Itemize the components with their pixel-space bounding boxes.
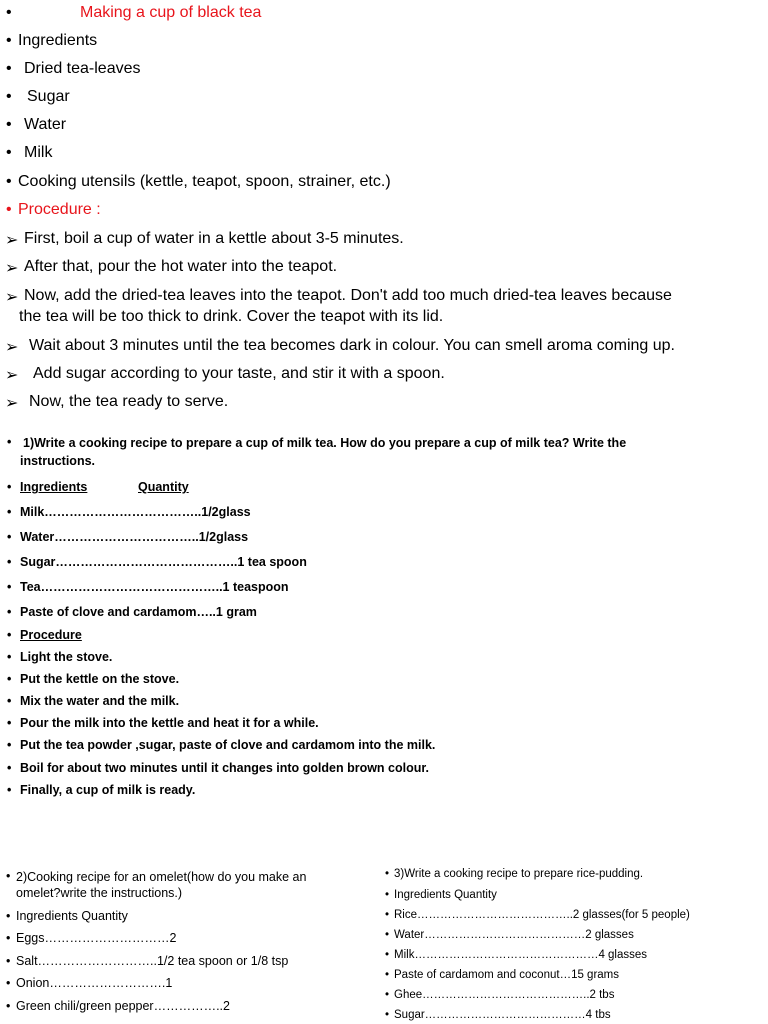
bullet-icon: •: [7, 555, 12, 569]
list-item: the tea will be too thick to drink. Cover the teapot with its lid.: [19, 308, 444, 325]
list-item: Green chili/green pepper……………..2: [16, 999, 230, 1013]
bullet-icon: •: [7, 672, 12, 686]
arrow-bullet-icon: ➢: [5, 367, 19, 384]
list-item: Water……………………………………2 glasses: [394, 929, 634, 941]
bullet-icon: •: [7, 650, 12, 664]
bullet-icon: •: [385, 1009, 390, 1021]
bullet-icon: •: [7, 505, 12, 519]
question-text: instructions.: [20, 454, 96, 468]
list-item: Add sugar according to your taste, and stir it with a spoon.: [33, 365, 445, 382]
list-item: Salt………………………..1/2 tea spoon or 1/8 tsp: [16, 954, 289, 968]
list-item: Water: [24, 116, 67, 133]
list-item: Wait about 3 minutes until the tea becomes dark in colour. You can smell aroma coming up.: [29, 337, 675, 354]
bullet-icon: •: [6, 60, 12, 77]
bullet-icon: •: [6, 909, 11, 923]
question-text: 2)Cooking recipe for an omelet(how do you make an: [16, 870, 307, 884]
list-item: Milk: [24, 144, 53, 161]
list-item: Dried tea-leaves: [24, 60, 141, 77]
list-item: First, boil a cup of water in a kettle about 3-5 minutes.: [24, 230, 404, 247]
list-item: Tea……………………………………..1 teaspoon: [20, 580, 289, 594]
arrow-bullet-icon: ➢: [5, 395, 19, 412]
bullet-icon: •: [6, 201, 12, 218]
list-item: Sugar: [27, 88, 70, 105]
list-item: Rice…………………………………..2 glasses(for 5 people): [394, 909, 690, 921]
list-item: Finally, a cup of milk is ready.: [20, 783, 196, 797]
bullet-icon: •: [6, 116, 12, 133]
quantity-header: Quantity: [138, 480, 189, 494]
list-item: Now, add the dried-tea leaves into the teapot. Don't add too much dried-tea leaves because: [24, 287, 672, 304]
list-item: Pour the milk into the kettle and heat it for a while.: [20, 716, 319, 730]
list-item: After that, pour the hot water into the teapot.: [24, 258, 338, 275]
bullet-icon: •: [6, 173, 12, 190]
bullet-icon: •: [7, 628, 12, 642]
list-item: Water……………………………..1/2glass: [20, 530, 249, 544]
bullet-icon: •: [385, 868, 390, 880]
list-item: Ghee……………………………………..2 tbs: [394, 989, 615, 1001]
ingredients-heading: Ingredients: [18, 32, 98, 49]
list-item: Mix the water and the milk.: [20, 694, 180, 708]
bullet-icon: •: [7, 530, 12, 544]
bullet-icon: •: [6, 954, 11, 968]
question-text: omelet?write the instructions.): [16, 886, 183, 900]
bullet-icon: •: [6, 88, 12, 105]
bullet-icon: •: [6, 32, 12, 49]
procedure-heading: Procedure :: [18, 201, 101, 218]
ingredients-header: Ingredients: [20, 480, 88, 494]
list-item: Paste of cardamom and coconut…15 grams: [394, 969, 620, 981]
bullet-icon: •: [6, 869, 11, 883]
arrow-bullet-icon: ➢: [5, 339, 19, 356]
list-item: Cooking utensils (kettle, teapot, spoon, strainer, etc.): [18, 173, 391, 190]
question-text: 1)Write a cooking recipe to prepare a cup of milk tea. How do you prepare a cup of milk tea? Write the: [23, 436, 627, 450]
bullet-icon: •: [385, 969, 390, 981]
list-item: Milk…………………………………………4 glasses: [394, 949, 648, 961]
list-item: Now, the tea ready to serve.: [29, 393, 229, 410]
ingredients-header: Ingredients Quantity: [16, 909, 128, 923]
arrow-bullet-icon: ➢: [5, 260, 19, 277]
list-item: Eggs…………………………2: [16, 931, 177, 945]
list-item: Onion……………………….1: [16, 976, 173, 990]
ingredients-header: Ingredients Quantity: [394, 889, 497, 901]
list-item: Put the tea powder ,sugar, paste of clove and cardamom into the milk.: [20, 738, 436, 752]
bullet-icon: •: [6, 4, 12, 21]
bullet-icon: •: [385, 929, 390, 941]
page-title: Making a cup of black tea: [80, 4, 262, 21]
bullet-icon: •: [385, 909, 390, 921]
bullet-icon: •: [7, 761, 12, 775]
bullet-icon: •: [7, 738, 12, 752]
list-item: Sugar……………………………………4 tbs: [394, 1009, 611, 1021]
list-item: Paste of clove and cardamom…..1 gram: [20, 605, 257, 619]
bullet-icon: •: [385, 989, 390, 1001]
list-item: Put the kettle on the stove.: [20, 672, 180, 686]
bullet-icon: •: [7, 694, 12, 708]
bullet-icon: •: [7, 580, 12, 594]
arrow-bullet-icon: ➢: [5, 289, 19, 306]
list-item: Light the stove.: [20, 650, 113, 664]
bullet-icon: •: [6, 976, 11, 990]
question-text: 3)Write a cooking recipe to prepare rice-pudding.: [394, 868, 644, 880]
bullet-icon: •: [7, 716, 12, 730]
bullet-icon: •: [385, 889, 390, 901]
list-item: Boil for about two minutes until it changes into golden brown colour.: [20, 761, 430, 775]
bullet-icon: •: [7, 435, 12, 449]
bullet-icon: •: [6, 999, 11, 1013]
bullet-icon: •: [7, 480, 12, 494]
bullet-icon: •: [7, 783, 12, 797]
list-item: Sugar……………………………………..1 tea spoon: [20, 555, 307, 569]
procedure-heading: Procedure: [20, 628, 82, 642]
bullet-icon: •: [385, 949, 390, 961]
bullet-icon: •: [6, 931, 11, 945]
bullet-icon: •: [6, 144, 12, 161]
bullet-icon: •: [7, 605, 12, 619]
list-item: Milk………………………………..1/2glass: [20, 505, 251, 519]
arrow-bullet-icon: ➢: [5, 232, 19, 249]
